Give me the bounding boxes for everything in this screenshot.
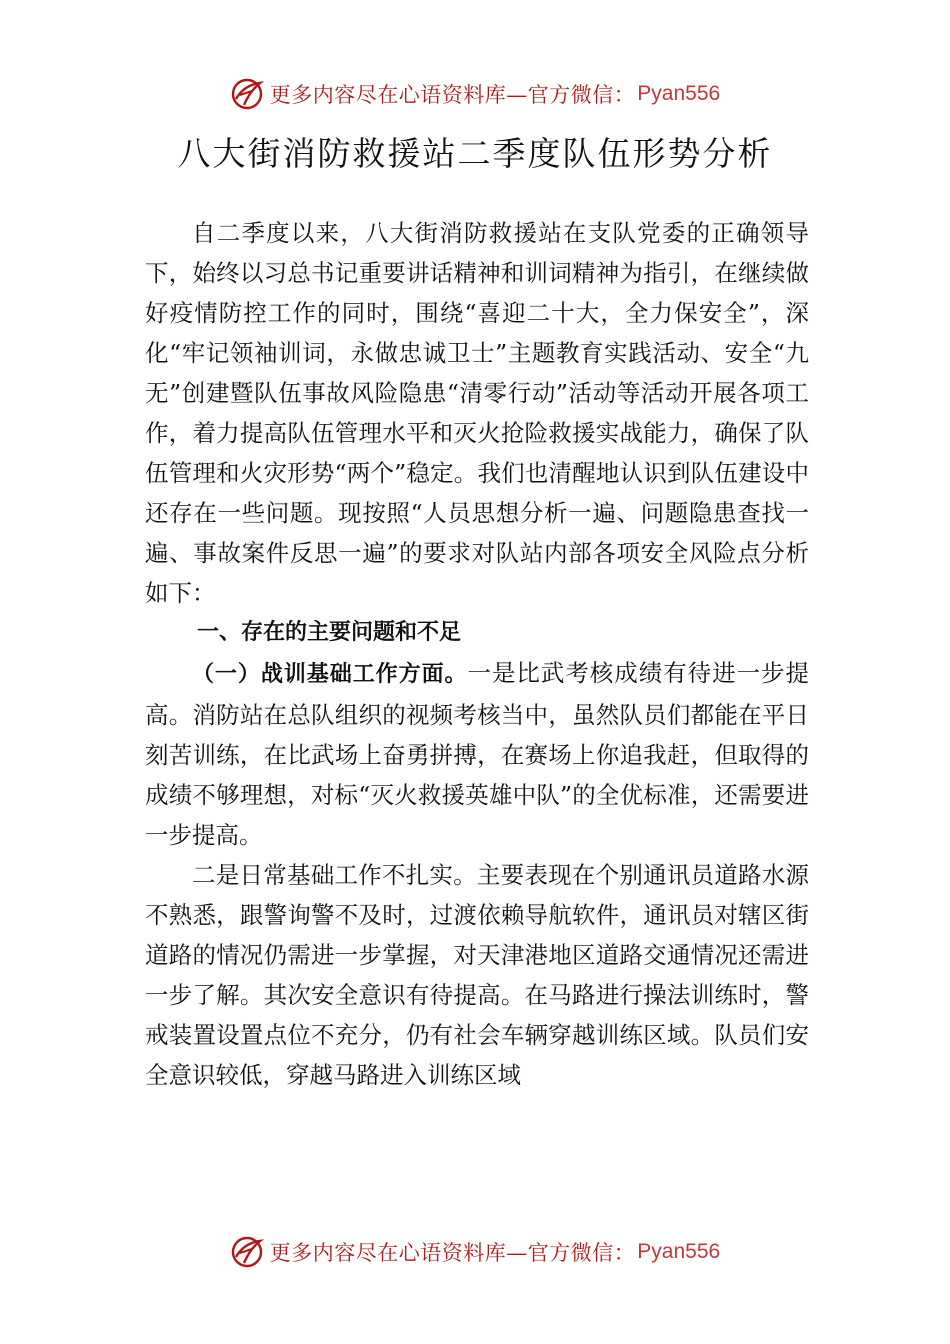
watermark-wechat-id: Pyan556 (637, 82, 721, 105)
body-paragraph: 二是日常基础工作不扎实。主要表现在个别通讯员道路水源不熟悉，跟警询警不及时，过渡依赖导航软件，通讯员对辖区街道路的情况仍需进一步掌握，对天津港地区道路交通情况还需进一步了解。其次安全意识有待提高。在马路进行操法训练时，警戒装置设置点位不充分，仍有社会车辆穿越训练区域。队员们安全意识较低，穿越马路进入训练区域 (145, 861, 809, 1089)
subsection-text: 一是比武考核成绩有待进一步提高。消防站在总队组织的视频考核当中，虽然队员们都能在平日刻苦训练，在比武场上奋勇拼搏，在赛场上你追我赶，但取得的成绩不够理想，对标“灭火救援英雄中队”的全优标准，还需要进一步提高。 (145, 659, 809, 849)
watermark-header (0, 74, 950, 114)
subsection-heading: （一）战训基础工作方面。 (192, 662, 468, 687)
intro-paragraph: 自二季度以来，八大街消防救援站在支队党委的正确领导下，始终以习总书记重要讲话精神和训词精神为指引，在继续做好疫情防控工作的同时，围绕“喜迎二十大，全力保安全”，深化“牢记领袖训词，永做忠诚卫士”主题教育实践活动、安全“九无”创建暨队伍事故风险隐患“清零行动”活动等活动开展各项工作，着力提高队伍管理水平和灭火抢险救援实战能力，确保了队伍管理和火灾形势“两个”稳定。我们也清醒地认识到队伍建设中还存在一些问题。现按照“人员思想分析一遍、问题隐患查找一遍、事故案件反思一遍”的要求对队站内部各项安全风险点分析如下： (145, 219, 809, 607)
subsection-paragraph (145, 653, 809, 855)
watermark-footer (0, 1232, 950, 1272)
watermark-wechat-id: Pyan556 (637, 1240, 721, 1263)
document-title: 八大街消防救援站二季度队伍形势分析 (177, 134, 773, 173)
watermark-logo-icon (230, 77, 264, 111)
watermark-text: 更多内容尽在心语资料库—官方微信： (269, 83, 636, 107)
section-heading: 一、存在的主要问题和不足 (197, 620, 462, 645)
document-body (145, 213, 809, 1095)
watermark-logo-icon (230, 1235, 264, 1269)
watermark-text: 更多内容尽在心语资料库—官方微信： (269, 1241, 636, 1265)
